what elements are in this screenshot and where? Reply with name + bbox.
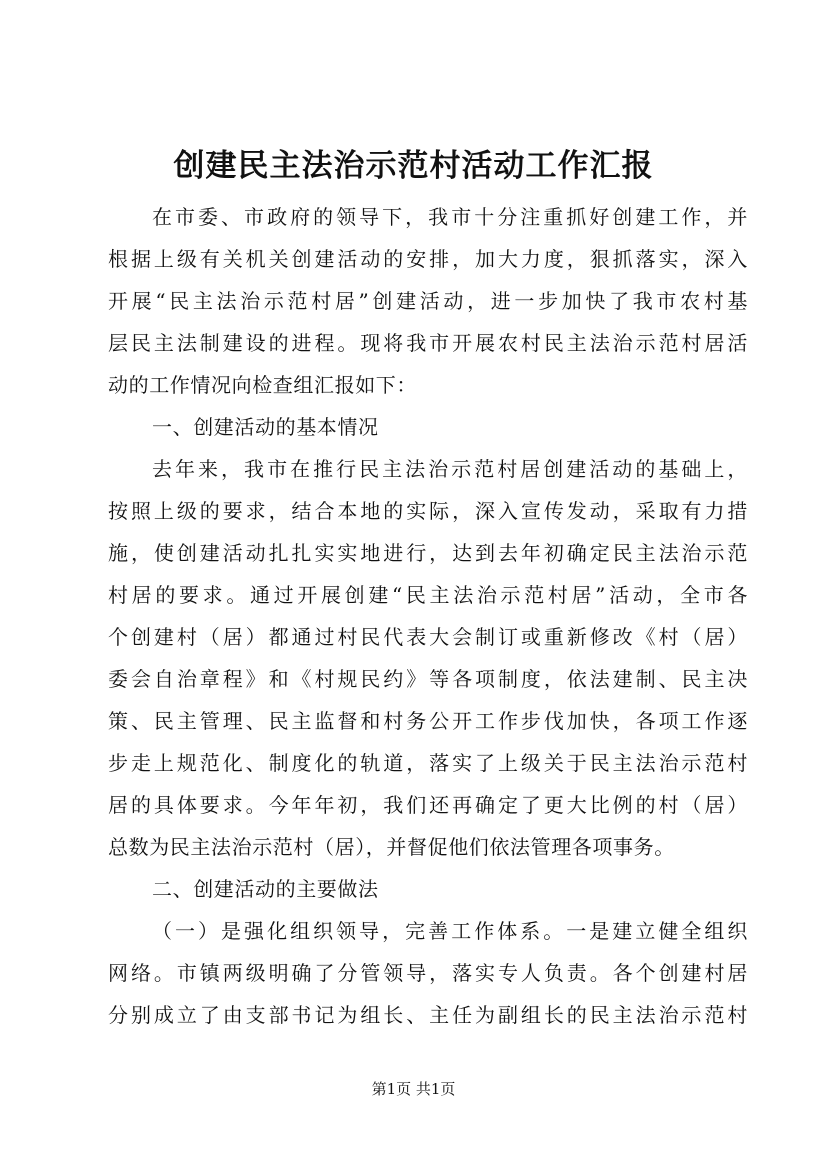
body-line: 委会自治章程》和《村规民约》等各项制度，依法建制、民主决 <box>108 667 748 691</box>
section-heading-2: 二、创建活动的主要做法 <box>152 877 379 901</box>
body-line: 步走上规范化、制度化的轨道，落实了上级关于民主法治示范村 <box>108 751 748 775</box>
body-line: 根据上级有关机关创建活动的安排，加大力度，狠抓落实，深入 <box>108 247 748 271</box>
body-line: （一）是强化组织领导，完善工作体系。一是建立健全组织 <box>152 919 748 943</box>
body-line: 总数为民主法治示范村（居），并督促他们依法管理各项事务。 <box>108 835 675 859</box>
body-line: 分别成立了由支部书记为组长、主任为副组长的民主法治示范村 <box>108 1003 748 1027</box>
body-line: 网络。市镇两级明确了分管领导，落实专人负责。各个创建村居 <box>108 961 748 985</box>
body-line: 动的工作情况向检查组汇报如下： <box>108 373 417 397</box>
body-line: 去年来，我市在推行民主法治示范村居创建活动的基础上， <box>152 457 748 481</box>
body-line: 村居的要求。通过开展创建“民主法治示范村居”活动，全市各 <box>108 583 748 607</box>
body-line: 按照上级的要求，结合本地的实际，深入宣传发动，采取有力措 <box>108 499 748 523</box>
document-title: 创建民主法治示范村活动工作汇报 <box>173 148 654 184</box>
section-heading-1: 一、创建活动的基本情况 <box>152 415 379 439</box>
document-body <box>108 196 748 1036</box>
body-line: 居的具体要求。今年年初，我们还再确定了更大比例的村（居） <box>108 793 748 817</box>
body-line: 策、民主管理、民主监督和村务公开工作步伐加快，各项工作逐 <box>108 709 748 733</box>
body-line: 开展“民主法治示范村居”创建活动，进一步加快了我市农村基 <box>108 289 748 313</box>
page-number: 第1页 共1页 <box>371 1080 456 1098</box>
body-line: 在市委、市政府的领导下，我市十分注重抓好创建工作，并 <box>152 205 748 229</box>
body-line: 个创建村（居）都通过村民代表大会制订或重新修改《村（居） <box>108 625 748 649</box>
body-line: 施，使创建活动扎扎实实地进行，达到去年初确定民主法治示范 <box>108 541 748 565</box>
body-line: 层民主法制建设的进程。现将我市开展农村民主法治示范村居活 <box>108 331 748 355</box>
